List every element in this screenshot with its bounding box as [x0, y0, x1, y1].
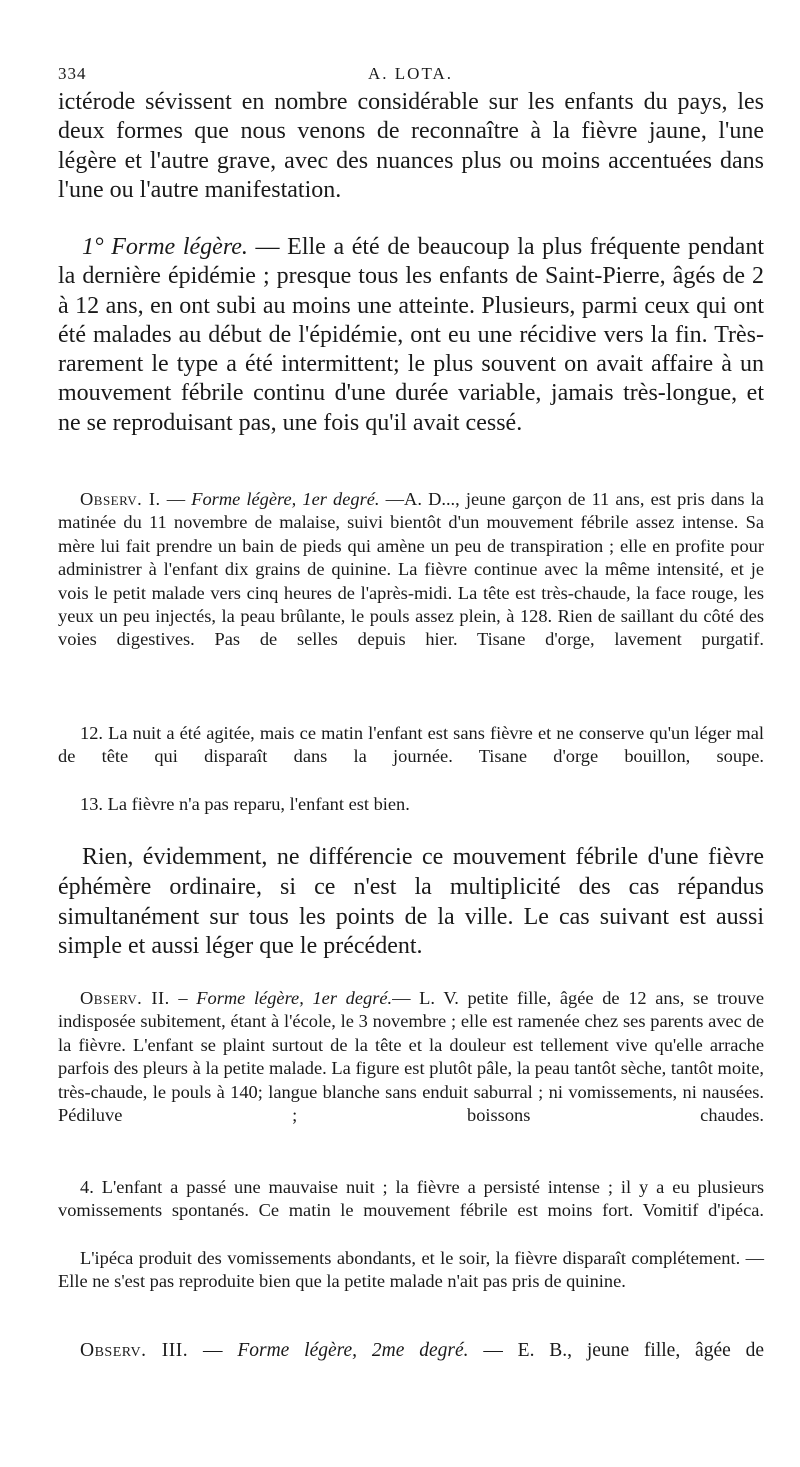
running-head: A. LOTA. [368, 64, 453, 83]
observation-2 [58, 987, 764, 1127]
section-label: 1° Forme légère. [82, 234, 248, 260]
observation-2-conclusion [58, 1247, 764, 1294]
paragraph-forme-legere [58, 233, 764, 438]
observation-form: Forme légère, 1er degré. [191, 489, 380, 509]
observation-1-day-12 [58, 722, 764, 769]
separator: — [188, 1340, 238, 1361]
observation-label: Observ. I. [80, 489, 161, 509]
observation-text: —A. D..., jeune garçon de 11 ans, est pris dans la matinée du 11 novembre de malaise, suivi bientôt d'un mouvement fébrile assez intense. Sa mère lui fait prendre un bain de pieds qui amène un peu de transpiration ; elle en profite pour administrer à l'enfant dix grains de quinine. La fièvre continue avec la même intensité, et je vois le petit malade vers cinq heures de l'après-midi. La tête est très-chaude, la face rouge, les yeux un peu injectés, la peau brûlante, le pouls assez plein, à 128. Rien de saillant du côté des voies digestives. Pas de selles depuis hier. Tisane d'orge, lavement purgatif. [58, 489, 764, 650]
paragraph-text: — Elle a été de beaucoup la plus fréquente pendant la dernière épidémie ; presque tous les enfants de Saint-Pierre, âgés de 2 à 12 ans, en ont subi au moins une atteinte. Plusieurs, parmi ceux qui ont été malades au début de l'épidémie, ont eu une récidive vers la fin. Très-rarement le type a été intermittent; le plus souvent on avait affaire à un mouvement fébrile continu d'une durée variable, jamais très-longue, et ne se reproduisant pas, une fois qu'il avait cessé. [58, 234, 765, 436]
observation-text: 12. La nuit a été agitée, mais ce matin l'enfant est sans fièvre et ne conserve qu'un léger mal de tête qui disparaît dans la journée. Tisane d'orge bouillon, soupe. [58, 723, 764, 767]
observation-text: 13. La fièvre n'a pas reparu, l'enfant est bien. [80, 794, 410, 814]
observation-text: L'ipéca produit des vomissements abondants, et le soir, la fièvre disparaît complétement. — Elle ne s'est pas reproduite bien que la petite malade n'ait pas pris de quinine. [58, 1248, 764, 1292]
observation-form: Forme légère, 2me degré. [237, 1340, 469, 1361]
page-header [58, 64, 762, 90]
paragraph-commentary [58, 843, 764, 962]
separator: – [169, 988, 197, 1008]
observation-text: — E. B., jeune fille, âgée de [468, 1340, 765, 1361]
observation-text: 4. L'enfant a passé une mauvaise nuit ; la fièvre a persisté intense ; il y a eu plusieurs vomissements spontanés. Ce matin le mouvement fébrile est moins fort. Vomitif d'ipéca. [58, 1177, 764, 1221]
observation-2-day-4 [58, 1176, 764, 1223]
observation-label: Observ. III. [80, 1340, 189, 1361]
observation-1-day-13 [58, 793, 764, 816]
observation-1 [58, 488, 764, 652]
separator: — [160, 489, 192, 509]
observation-3 [58, 1339, 764, 1362]
page-number: 334 [58, 64, 87, 83]
observation-text: — L. V. petite fille, âgée de 12 ans, se trouve indisposée subitement, étant à l'école, le 3 novembre ; elle est ramenée chez ses parents avec de la fièvre. L'enfant se plaint surtout de la tête et la douleur est tellement vive qu'elle arrache parfois des pleurs à la petite malade. La figure est plutôt pâle, la peau tantôt sèche, tantôt moite, très-chaude, le pouls à 140; langue blanche sans enduit saburral ; ni vomissements, ni nausées. Pédiluve ; boissons chaudes. [58, 988, 764, 1126]
observation-form: Forme légère, 1er degré. [196, 988, 393, 1008]
observation-label: Observ. II. [80, 988, 170, 1008]
paragraph-intro-continuation [58, 88, 764, 205]
paragraph-text: ictérode sévissent en nombre considérable sur les enfants du pays, les deux formes que nous venons de reconnaître à la fièvre jaune, l'une légère et l'autre grave, avec des nuances plus ou moins accentuées dans l'une ou l'autre manifestation. [58, 89, 764, 203]
paragraph-text: Rien, évidemment, ne différencie ce mouvement fébrile d'une fièvre éphémère ordinaire, si ce n'est la multiplicité des cas répandus simultanément sur tous les points de la ville. Le cas suivant est aussi simple et aussi léger que le précédent. [58, 844, 764, 960]
